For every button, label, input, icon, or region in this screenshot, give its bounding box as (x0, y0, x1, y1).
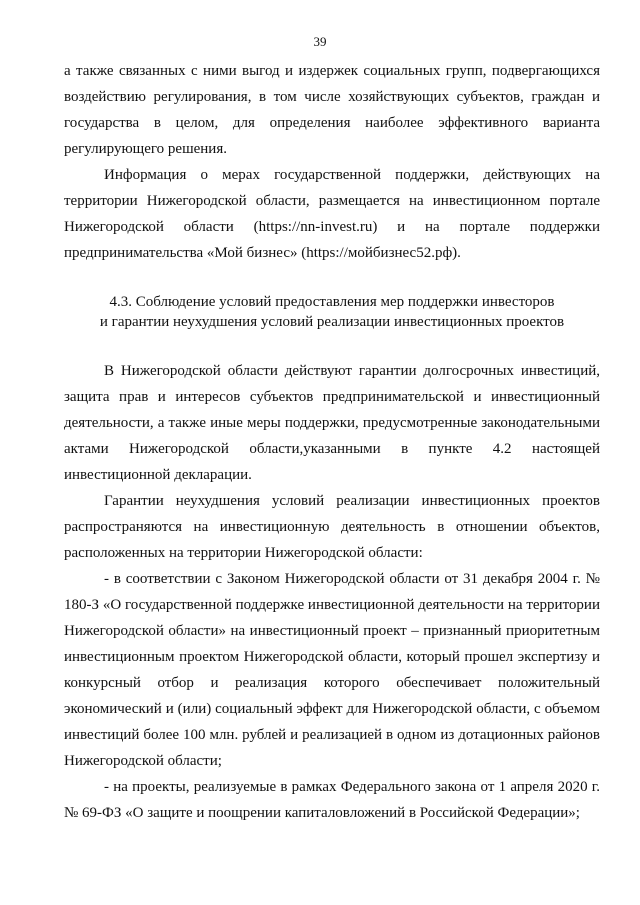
page-number: 39 (313, 34, 327, 49)
section-heading-line-1: 4.3. Соблюдение условий предоставления мер поддержки инвесторов (109, 294, 555, 310)
paragraph-regulation-impact: а также связанных с ними выгод и издержек социальных групп, подвергающихся воздействию регулирования, в том числе хозяйствующих субъектов, граждан и государства в целом, для определения наиболее эффективного варианта регулирующего решения. (64, 63, 600, 157)
paragraph-guarantees: В Нижегородской области действуют гарантии долгосрочных инвестиций, защита прав и интересов субъектов предпринимательской и инвестиционный деятельности, а также иные меры поддержки, предусмотренные законодательными актами Нижегородской области,указанными в пункте 4.2 настоящей инвестиционной декларации. (64, 363, 600, 483)
section-heading (64, 292, 600, 332)
paragraph-guarantees-scope: Гарантии неухудшения условий реализации инвестиционных проектов распространяются на инвестиционную деятельность в отношении объектов, расположенных на территории Нижегородской области: (64, 493, 600, 561)
paragraph-support-info: Информация о мерах государственной поддержки, действующих на территории Нижегородской области, размещается на инвестиционном портале Нижегородской области (https://nn-invest.ru) и на портале поддержки предпринимательства «Мой бизнес» (https://мойбизнес52.рф). (64, 167, 600, 261)
list-item-federal-law: - на проекты, реализуемые в рамках Федерального закона от 1 апреля 2020 г. № 69-ФЗ «О защите и поощрении капиталовложений в Российской Федерации»; (64, 779, 600, 821)
section-heading-line-2: и гарантии неухудшения условий реализации инвестиционных проектов (99, 314, 565, 330)
page-content (64, 58, 600, 826)
list-item-regional-law: - в соответствии с Законом Нижегородской области от 31 декабря 2004 г. № 180-З «О государственной поддержке инвестиционной деятельности на территории Нижегородской области» на инвестиционный проект – признанный приоритетным инвестиционным проектом Нижегородской области, который прошел экспертизу и конкурсный отбор и реализация которого обеспечивает положительный экономический и (или) социальный эффект для Нижегородской области, с объемом инвестиций более 100 млн. рублей и реализацией в одном из дотационных районов Нижегородской области; (64, 571, 600, 769)
